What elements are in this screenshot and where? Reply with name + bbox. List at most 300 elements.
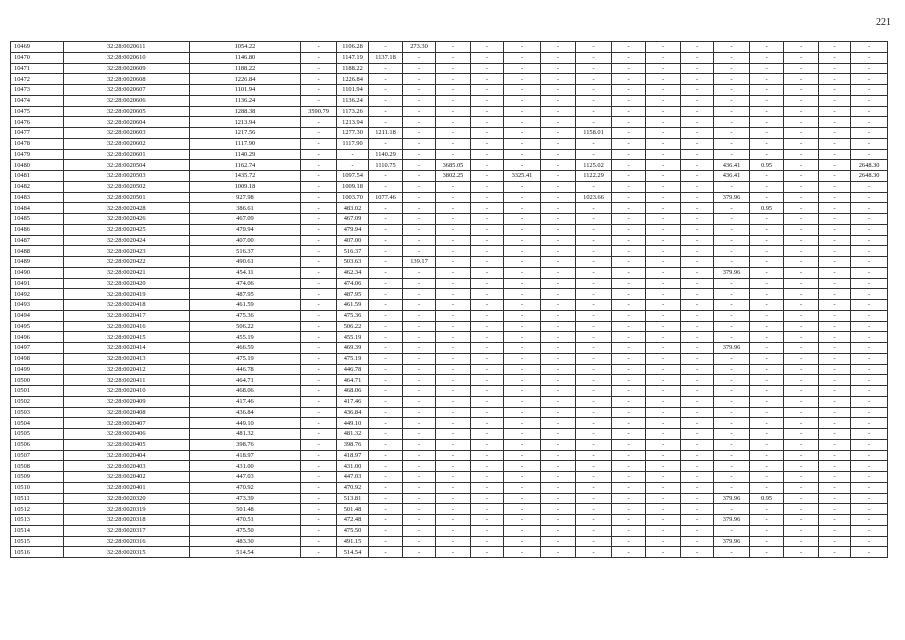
value-cell: - (784, 192, 819, 203)
value-cell: - (611, 396, 646, 407)
table-row (11, 171, 888, 182)
value-cell: - (436, 52, 471, 63)
value-cell: - (504, 52, 541, 63)
cadastral-number-cell: 32:28:0020417 (63, 310, 189, 321)
value-cell: - (369, 493, 402, 504)
value-cell: 1226.84 (336, 74, 368, 85)
value-cell: 0.95 (749, 203, 784, 214)
value-cell: - (611, 482, 646, 493)
value-cell: - (851, 117, 888, 128)
value-cell: - (851, 203, 888, 214)
row-number-cell: 10514 (11, 525, 64, 536)
value-cell: - (504, 504, 541, 515)
value-cell: - (749, 439, 784, 450)
value-cell: - (576, 149, 612, 160)
value-cell: - (436, 396, 471, 407)
value-cell: - (540, 429, 576, 440)
value-cell: - (784, 332, 819, 343)
value-cell: - (646, 106, 681, 117)
value-cell: - (436, 181, 471, 192)
value-cell: - (611, 160, 646, 171)
value-cell: - (714, 439, 750, 450)
value-cell: - (301, 396, 337, 407)
cadastral-number-cell: 32:28:0020425 (63, 224, 189, 235)
value-cell: 481.32 (336, 429, 368, 440)
row-number-cell: 10480 (11, 160, 64, 171)
value-cell: 1288.38 (189, 106, 301, 117)
value-cell: 1162.74 (189, 160, 301, 171)
value-cell: - (784, 515, 819, 526)
value-cell: - (749, 117, 784, 128)
value-cell: - (680, 386, 713, 397)
value-cell: - (714, 235, 750, 246)
value-cell: - (470, 343, 503, 354)
value-cell: - (680, 160, 713, 171)
value-cell: - (749, 171, 784, 182)
value-cell: - (784, 353, 819, 364)
value-cell: - (646, 364, 681, 375)
cadastral-number-cell: 32:28:0020315 (63, 547, 189, 558)
value-cell: - (470, 224, 503, 235)
cadastral-number-cell: 32:28:0020404 (63, 450, 189, 461)
value-cell: - (714, 52, 750, 63)
value-cell: - (540, 192, 576, 203)
value-cell: - (680, 63, 713, 74)
value-cell: - (714, 106, 750, 117)
row-number-cell: 10510 (11, 482, 64, 493)
value-cell: - (851, 504, 888, 515)
value-cell: 1140.29 (189, 149, 301, 160)
cadastral-number-cell: 32:28:0020419 (63, 289, 189, 300)
value-cell: - (749, 450, 784, 461)
value-cell: - (714, 128, 750, 139)
value-cell: 1110.75 (369, 160, 402, 171)
value-cell: - (436, 106, 471, 117)
table-row (11, 504, 888, 515)
value-cell: - (818, 461, 850, 472)
value-cell: - (504, 300, 541, 311)
value-cell: - (851, 525, 888, 536)
value-cell: - (784, 171, 819, 182)
value-cell: - (818, 547, 850, 558)
value-cell: 1211.18 (369, 128, 402, 139)
value-cell: - (402, 117, 435, 128)
value-cell: - (436, 246, 471, 257)
value-cell: - (470, 386, 503, 397)
table-row (11, 386, 888, 397)
value-cell: 0.95 (749, 160, 784, 171)
table-row (11, 52, 888, 63)
value-cell: - (784, 85, 819, 96)
value-cell: 474.06 (189, 278, 301, 289)
cadastral-number-cell: 32:28:0020602 (63, 138, 189, 149)
row-number-cell: 10485 (11, 214, 64, 225)
value-cell: - (784, 386, 819, 397)
value-cell: 475.19 (189, 353, 301, 364)
value-cell: - (470, 375, 503, 386)
value-cell: - (369, 461, 402, 472)
value-cell: - (611, 117, 646, 128)
value-cell: - (784, 482, 819, 493)
table-row (11, 235, 888, 246)
value-cell: - (504, 149, 541, 160)
cadastral-number-cell: 32:28:0020604 (63, 117, 189, 128)
value-cell: - (851, 63, 888, 74)
row-number-cell: 10469 (11, 42, 64, 53)
value-cell: 472.48 (336, 515, 368, 526)
value-cell: 455.19 (336, 332, 368, 343)
value-cell: - (714, 63, 750, 74)
row-number-cell: 10506 (11, 439, 64, 450)
cadastral-number-cell: 32:28:0020608 (63, 74, 189, 85)
value-cell: - (851, 257, 888, 268)
value-cell: 436.41 (714, 171, 750, 182)
value-cell: - (369, 525, 402, 536)
value-cell: - (680, 149, 713, 160)
value-cell: 1009.18 (189, 181, 301, 192)
value-cell: - (818, 74, 850, 85)
value-cell: - (818, 203, 850, 214)
value-cell: - (611, 95, 646, 106)
value-cell: - (714, 138, 750, 149)
value-cell: - (714, 278, 750, 289)
table-row (11, 321, 888, 332)
value-cell: - (540, 289, 576, 300)
value-cell: 1188.22 (189, 63, 301, 74)
value-cell: - (680, 439, 713, 450)
value-cell: - (470, 235, 503, 246)
value-cell: - (504, 482, 541, 493)
value-cell: - (611, 472, 646, 483)
value-cell: - (680, 547, 713, 558)
value-cell: - (714, 332, 750, 343)
value-cell: - (540, 418, 576, 429)
value-cell: 1101.94 (189, 85, 301, 96)
value-cell: - (576, 257, 612, 268)
value-cell: - (504, 138, 541, 149)
value-cell: - (646, 52, 681, 63)
value-cell: - (540, 203, 576, 214)
table-row (11, 128, 888, 139)
table-row (11, 310, 888, 321)
value-cell: - (540, 246, 576, 257)
value-cell: - (646, 214, 681, 225)
value-cell: - (369, 472, 402, 483)
value-cell: - (436, 504, 471, 515)
table-row (11, 74, 888, 85)
value-cell: - (436, 192, 471, 203)
value-cell: - (646, 482, 681, 493)
value-cell: 1003.70 (336, 192, 368, 203)
value-cell: 516.37 (189, 246, 301, 257)
value-cell: 3590.79 (301, 106, 337, 117)
value-cell: - (301, 203, 337, 214)
value-cell: - (749, 128, 784, 139)
value-cell: - (470, 472, 503, 483)
value-cell: - (301, 525, 337, 536)
value-cell: - (369, 396, 402, 407)
row-number-cell: 10471 (11, 63, 64, 74)
value-cell: - (402, 525, 435, 536)
table-body (11, 42, 888, 558)
cadastral-number-cell: 32:28:0020402 (63, 472, 189, 483)
table-row (11, 106, 888, 117)
value-cell: - (402, 536, 435, 547)
value-cell: - (470, 181, 503, 192)
value-cell: - (784, 42, 819, 53)
value-cell: - (504, 407, 541, 418)
table-row (11, 267, 888, 278)
value-cell: - (301, 439, 337, 450)
value-cell: - (611, 332, 646, 343)
value-cell: - (402, 149, 435, 160)
value-cell: - (369, 429, 402, 440)
value-cell: - (646, 386, 681, 397)
value-cell: - (369, 547, 402, 558)
value-cell: - (402, 343, 435, 354)
value-cell: - (402, 138, 435, 149)
value-cell: - (504, 364, 541, 375)
value-cell: - (576, 117, 612, 128)
row-number-cell: 10478 (11, 138, 64, 149)
value-cell: - (576, 504, 612, 515)
value-cell: - (818, 353, 850, 364)
cadastral-number-cell: 32:28:0020606 (63, 95, 189, 106)
value-cell: - (784, 74, 819, 85)
value-cell: - (576, 224, 612, 235)
value-cell: 418.97 (336, 450, 368, 461)
table-row (11, 515, 888, 526)
value-cell: - (402, 321, 435, 332)
value-cell: - (680, 171, 713, 182)
value-cell: - (851, 128, 888, 139)
value-cell: - (301, 235, 337, 246)
value-cell: - (504, 42, 541, 53)
value-cell: 1054.22 (189, 42, 301, 53)
value-cell: 927.98 (189, 192, 301, 203)
value-cell: - (402, 160, 435, 171)
value-cell: - (851, 364, 888, 375)
value-cell: - (470, 278, 503, 289)
value-cell: - (504, 439, 541, 450)
value-cell: - (784, 493, 819, 504)
value-cell: - (576, 235, 612, 246)
value-cell: - (611, 515, 646, 526)
value-cell: - (784, 375, 819, 386)
row-number-cell: 10512 (11, 504, 64, 515)
value-cell: - (646, 138, 681, 149)
value-cell: - (402, 504, 435, 515)
value-cell: - (369, 74, 402, 85)
value-cell: - (576, 332, 612, 343)
value-cell: - (818, 332, 850, 343)
table-row (11, 214, 888, 225)
cadastral-number-cell: 32:28:0020418 (63, 300, 189, 311)
value-cell: - (680, 504, 713, 515)
value-cell: - (680, 235, 713, 246)
value-cell: - (369, 85, 402, 96)
value-cell: - (301, 246, 337, 257)
value-cell: - (504, 128, 541, 139)
value-cell: - (369, 246, 402, 257)
table-row (11, 257, 888, 268)
value-cell: - (576, 95, 612, 106)
value-cell: 446.78 (336, 364, 368, 375)
value-cell: - (749, 396, 784, 407)
value-cell: - (436, 289, 471, 300)
value-cell: - (436, 74, 471, 85)
value-cell: - (818, 375, 850, 386)
value-cell: - (749, 95, 784, 106)
value-cell: - (436, 224, 471, 235)
table-row (11, 181, 888, 192)
value-cell: - (576, 515, 612, 526)
value-cell: - (851, 181, 888, 192)
value-cell: - (646, 450, 681, 461)
value-cell: 467.09 (336, 214, 368, 225)
value-cell: - (680, 515, 713, 526)
value-cell: - (470, 364, 503, 375)
value-cell: 464.71 (336, 375, 368, 386)
cadastral-number-cell: 32:28:0020422 (63, 257, 189, 268)
value-cell: - (369, 267, 402, 278)
value-cell: - (369, 171, 402, 182)
value-cell: - (646, 289, 681, 300)
value-cell: - (784, 321, 819, 332)
value-cell: - (540, 235, 576, 246)
value-cell: - (818, 310, 850, 321)
value-cell: - (680, 128, 713, 139)
value-cell: - (749, 332, 784, 343)
value-cell: - (301, 128, 337, 139)
value-cell: - (504, 63, 541, 74)
value-cell: - (402, 224, 435, 235)
value-cell: - (749, 246, 784, 257)
value-cell: - (436, 149, 471, 160)
value-cell: 449.10 (189, 418, 301, 429)
value-cell: - (818, 493, 850, 504)
value-cell: - (369, 321, 402, 332)
value-cell: - (818, 536, 850, 547)
value-cell: - (436, 214, 471, 225)
value-cell: - (646, 321, 681, 332)
value-cell: - (714, 181, 750, 192)
table-row (11, 289, 888, 300)
value-cell: - (714, 482, 750, 493)
value-cell: 490.61 (189, 257, 301, 268)
row-number-cell: 10500 (11, 375, 64, 386)
value-cell: - (851, 85, 888, 96)
value-cell: - (504, 246, 541, 257)
value-cell: - (470, 85, 503, 96)
value-cell: - (749, 74, 784, 85)
table-row (11, 418, 888, 429)
value-cell: - (646, 461, 681, 472)
value-cell: - (436, 203, 471, 214)
value-cell: - (680, 310, 713, 321)
value-cell: - (301, 418, 337, 429)
value-cell: 487.95 (336, 289, 368, 300)
value-cell: - (402, 396, 435, 407)
value-cell: - (504, 95, 541, 106)
value-cell: 1122.29 (576, 171, 612, 182)
value-cell: 3325.41 (504, 171, 541, 182)
value-cell: - (540, 138, 576, 149)
value-cell: - (470, 429, 503, 440)
value-cell: - (749, 224, 784, 235)
value-cell: - (714, 375, 750, 386)
value-cell: - (714, 321, 750, 332)
value-cell: - (301, 267, 337, 278)
value-cell: 1009.18 (336, 181, 368, 192)
value-cell: - (784, 224, 819, 235)
value-cell: - (646, 224, 681, 235)
value-cell: - (611, 278, 646, 289)
table-row (11, 461, 888, 472)
value-cell: - (851, 267, 888, 278)
value-cell: - (851, 300, 888, 311)
cadastral-number-cell: 32:28:0020410 (63, 386, 189, 397)
value-cell: - (646, 257, 681, 268)
value-cell: - (714, 429, 750, 440)
value-cell: - (470, 321, 503, 332)
value-cell: - (301, 192, 337, 203)
value-cell: - (369, 504, 402, 515)
value-cell: 379.96 (714, 343, 750, 354)
value-cell: - (576, 321, 612, 332)
table-row (11, 396, 888, 407)
value-cell: - (680, 42, 713, 53)
value-cell: - (369, 63, 402, 74)
row-number-cell: 10515 (11, 536, 64, 547)
value-cell: - (540, 149, 576, 160)
row-number-cell: 10486 (11, 224, 64, 235)
value-cell: - (851, 214, 888, 225)
value-cell: - (784, 181, 819, 192)
value-cell: - (851, 52, 888, 63)
value-cell: - (470, 450, 503, 461)
value-cell: - (540, 482, 576, 493)
value-cell: - (680, 343, 713, 354)
value-cell: - (540, 267, 576, 278)
value-cell: - (576, 289, 612, 300)
table-row (11, 192, 888, 203)
row-number-cell: 10479 (11, 149, 64, 160)
value-cell: - (714, 117, 750, 128)
value-cell: - (749, 386, 784, 397)
value-cell: - (301, 515, 337, 526)
value-cell: - (851, 106, 888, 117)
value-cell: - (402, 52, 435, 63)
value-cell: - (714, 289, 750, 300)
cadastral-number-cell: 32:28:0020603 (63, 128, 189, 139)
value-cell: - (540, 224, 576, 235)
cadastral-number-cell: 32:28:0020423 (63, 246, 189, 257)
value-cell: 516.37 (336, 246, 368, 257)
value-cell: 447.03 (189, 472, 301, 483)
value-cell: - (818, 63, 850, 74)
row-number-cell: 10509 (11, 472, 64, 483)
value-cell: - (611, 171, 646, 182)
value-cell: - (714, 95, 750, 106)
value-cell: - (680, 246, 713, 257)
value-cell: - (749, 536, 784, 547)
cadastral-number-cell: 32:28:0020416 (63, 321, 189, 332)
value-cell: - (576, 343, 612, 354)
value-cell: - (576, 450, 612, 461)
cadastral-number-cell: 32:28:0020407 (63, 418, 189, 429)
value-cell: - (818, 128, 850, 139)
